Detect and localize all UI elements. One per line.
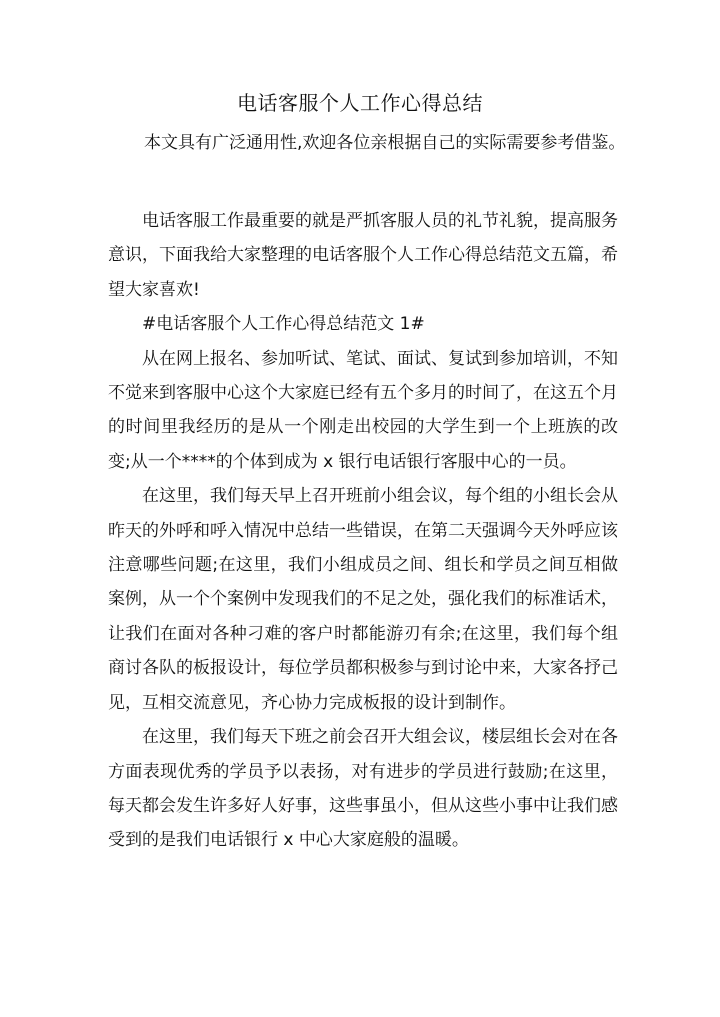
body-paragraph: 在这里，我们每天下班之前会召开大组会议，楼层组长会对在各方面表现优秀的学员予以表扬，对有进步的学员进行鼓励;在这里，每天都会发生许多好人好事，这些事虽小，但从这些小事中让我们感受到的是我们电话银行 x 中心大家庭般的温暖。 <box>108 727 618 851</box>
body-paragraph: 在这里，我们每天早上召开班前小组会议，每个组的小组长会从昨天的外呼和呼入情况中总结一些错误，在第二天强调今天外呼应该注意哪些问题;在这里，我们小组成员之间、组长和学员之间互相做案例，从一个个案例中发现我们的不足之处，强化我们的标准话术，让我们在面对各种刁难的客户时都能游刃有余;在这里，我们每个组商讨各队的板报设计，每位学员都积极参与到讨论中来，大家各抒己见，互相交流意见，齐心协力完成板报的设计到制作。 <box>108 486 618 713</box>
document-title: 电话客服个人工作心得总结 <box>237 91 483 115</box>
section-heading: #电话客服个人工作心得总结范文 1# <box>142 314 425 335</box>
document-subtitle: 本文具有广泛通用性,欢迎各位亲根据自己的实际需要参考借鉴。 <box>144 133 626 153</box>
intro-paragraph: 电话客服工作最重要的就是严抓客服人员的礼节礼貌，提高服务意识，下面我给大家整理的电话客服个人工作心得总结范文五篇，希望大家喜欢! <box>108 211 618 300</box>
body-paragraph: 从在网上报名、参加听试、笔试、面试、复试到参加培训，不知不觉来到客服中心这个大家庭已经有五个多月的时间了，在这五个月的时间里我经历的是从一个刚走出校园的大学生到一个上班族的改变;从一个****的个体到成为 x 银行电话银行客服中心的一员。 <box>108 348 618 472</box>
document-body <box>108 204 618 858</box>
